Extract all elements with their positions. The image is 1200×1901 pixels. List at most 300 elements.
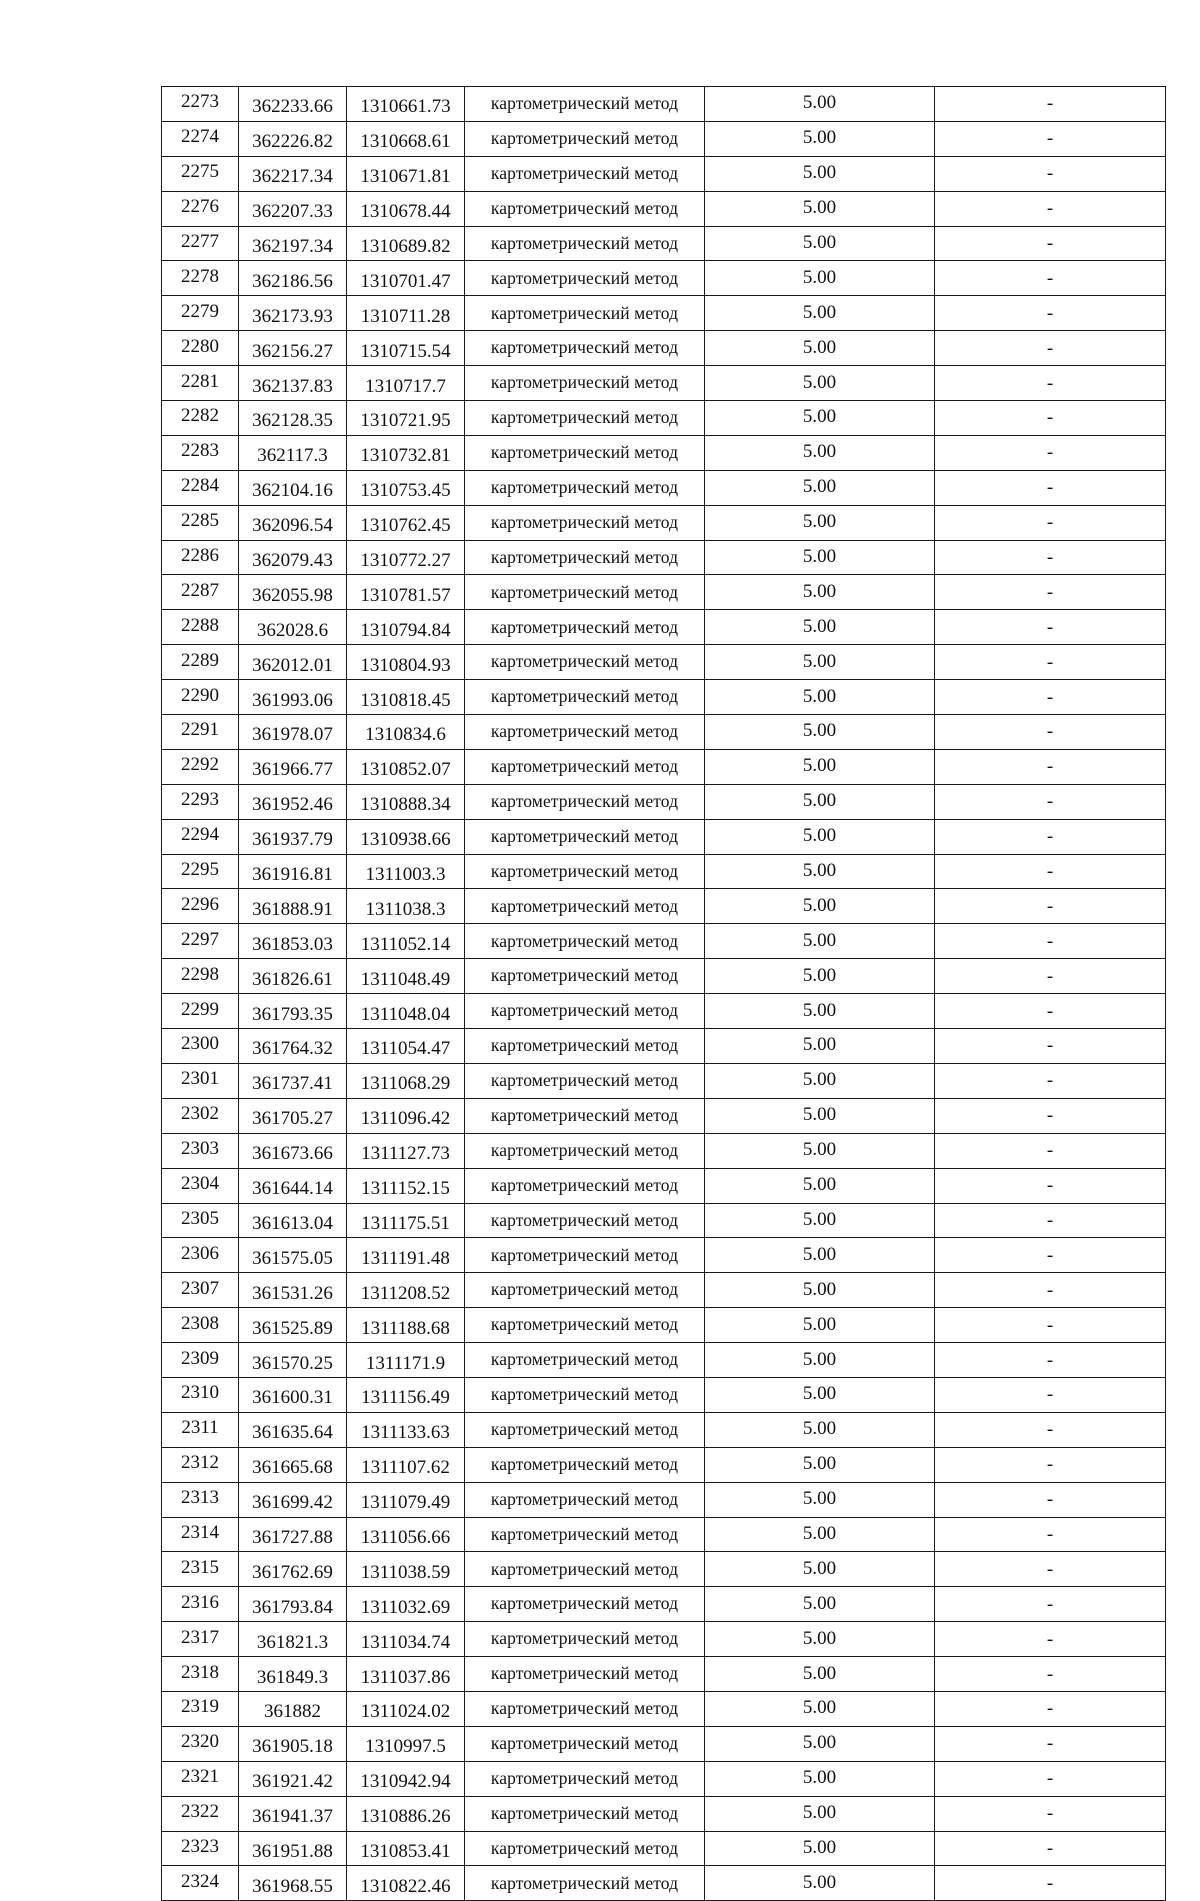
x-coordinate-cell: 361968.55 bbox=[239, 1866, 347, 1901]
point-number-cell: 2301 bbox=[162, 1063, 239, 1098]
table-row bbox=[162, 87, 1166, 122]
point-number-cell: 2279 bbox=[162, 296, 239, 331]
x-coordinate-cell: 362012.01 bbox=[239, 645, 347, 680]
y-coordinate-cell: 1310753.45 bbox=[347, 470, 465, 505]
method-cell: картометрический метод bbox=[465, 1482, 705, 1517]
point-number-cell: 2317 bbox=[162, 1622, 239, 1657]
point-number-cell: 2314 bbox=[162, 1517, 239, 1552]
y-coordinate-cell: 1311068.29 bbox=[347, 1063, 465, 1098]
y-coordinate-cell: 1311056.66 bbox=[347, 1517, 465, 1552]
y-coordinate-cell: 1310701.47 bbox=[347, 261, 465, 296]
note-cell: - bbox=[935, 889, 1166, 924]
note-cell: - bbox=[935, 1238, 1166, 1273]
y-coordinate-cell: 1310678.44 bbox=[347, 191, 465, 226]
method-cell: картометрический метод bbox=[465, 1761, 705, 1796]
accuracy-cell: 5.00 bbox=[705, 366, 935, 401]
method-cell: картометрический метод bbox=[465, 435, 705, 470]
accuracy-cell: 5.00 bbox=[705, 889, 935, 924]
y-coordinate-cell: 1311034.74 bbox=[347, 1622, 465, 1657]
method-cell: картометрический метод bbox=[465, 1377, 705, 1412]
point-number-cell: 2310 bbox=[162, 1377, 239, 1412]
y-coordinate-cell: 1310794.84 bbox=[347, 610, 465, 645]
accuracy-cell: 5.00 bbox=[705, 1761, 935, 1796]
table-row bbox=[162, 1029, 1166, 1064]
y-coordinate-cell: 1310715.54 bbox=[347, 331, 465, 366]
note-cell: - bbox=[935, 1029, 1166, 1064]
point-number-cell: 2309 bbox=[162, 1343, 239, 1378]
y-coordinate-cell: 1310668.61 bbox=[347, 121, 465, 156]
x-coordinate-cell: 361673.66 bbox=[239, 1133, 347, 1168]
accuracy-cell: 5.00 bbox=[705, 470, 935, 505]
table-row bbox=[162, 191, 1166, 226]
table-row bbox=[162, 994, 1166, 1029]
accuracy-cell: 5.00 bbox=[705, 854, 935, 889]
point-number-cell: 2313 bbox=[162, 1482, 239, 1517]
method-cell: картометрический метод bbox=[465, 1831, 705, 1866]
accuracy-cell: 5.00 bbox=[705, 1552, 935, 1587]
x-coordinate-cell: 361916.81 bbox=[239, 854, 347, 889]
note-cell: - bbox=[935, 1133, 1166, 1168]
coordinates-table bbox=[161, 86, 1166, 1901]
method-cell: картометрический метод bbox=[465, 121, 705, 156]
table-row bbox=[162, 366, 1166, 401]
note-cell: - bbox=[935, 994, 1166, 1029]
point-number-cell: 2311 bbox=[162, 1412, 239, 1447]
y-coordinate-cell: 1310711.28 bbox=[347, 296, 465, 331]
note-cell: - bbox=[935, 1761, 1166, 1796]
note-cell: - bbox=[935, 1063, 1166, 1098]
note-cell: - bbox=[935, 1691, 1166, 1726]
x-coordinate-cell: 361531.26 bbox=[239, 1273, 347, 1308]
note-cell: - bbox=[935, 121, 1166, 156]
y-coordinate-cell: 1310781.57 bbox=[347, 575, 465, 610]
point-number-cell: 2321 bbox=[162, 1761, 239, 1796]
accuracy-cell: 5.00 bbox=[705, 784, 935, 819]
accuracy-cell: 5.00 bbox=[705, 575, 935, 610]
table-row bbox=[162, 1831, 1166, 1866]
y-coordinate-cell: 1310671.81 bbox=[347, 156, 465, 191]
note-cell: - bbox=[935, 610, 1166, 645]
table-row bbox=[162, 1343, 1166, 1378]
point-number-cell: 2308 bbox=[162, 1308, 239, 1343]
note-cell: - bbox=[935, 1517, 1166, 1552]
x-coordinate-cell: 362173.93 bbox=[239, 296, 347, 331]
point-number-cell: 2274 bbox=[162, 121, 239, 156]
x-coordinate-cell: 361575.05 bbox=[239, 1238, 347, 1273]
method-cell: картометрический метод bbox=[465, 854, 705, 889]
note-cell: - bbox=[935, 1098, 1166, 1133]
method-cell: картометрический метод bbox=[465, 959, 705, 994]
note-cell: - bbox=[935, 470, 1166, 505]
accuracy-cell: 5.00 bbox=[705, 1063, 935, 1098]
accuracy-cell: 5.00 bbox=[705, 156, 935, 191]
method-cell: картометрический метод bbox=[465, 1029, 705, 1064]
note-cell: - bbox=[935, 191, 1166, 226]
note-cell: - bbox=[935, 331, 1166, 366]
x-coordinate-cell: 362117.3 bbox=[239, 435, 347, 470]
accuracy-cell: 5.00 bbox=[705, 1726, 935, 1761]
y-coordinate-cell: 1311127.73 bbox=[347, 1133, 465, 1168]
y-coordinate-cell: 1311191.48 bbox=[347, 1238, 465, 1273]
method-cell: картометрический метод bbox=[465, 540, 705, 575]
table-row bbox=[162, 819, 1166, 854]
method-cell: картометрический метод bbox=[465, 1203, 705, 1238]
y-coordinate-cell: 1310942.94 bbox=[347, 1761, 465, 1796]
method-cell: картометрический метод bbox=[465, 1168, 705, 1203]
table-row bbox=[162, 1517, 1166, 1552]
x-coordinate-cell: 362128.35 bbox=[239, 401, 347, 436]
y-coordinate-cell: 1310804.93 bbox=[347, 645, 465, 680]
point-number-cell: 2312 bbox=[162, 1447, 239, 1482]
note-cell: - bbox=[935, 1343, 1166, 1378]
method-cell: картометрический метод bbox=[465, 1238, 705, 1273]
point-number-cell: 2298 bbox=[162, 959, 239, 994]
accuracy-cell: 5.00 bbox=[705, 1377, 935, 1412]
method-cell: картометрический метод bbox=[465, 1412, 705, 1447]
x-coordinate-cell: 361882 bbox=[239, 1691, 347, 1726]
point-number-cell: 2294 bbox=[162, 819, 239, 854]
accuracy-cell: 5.00 bbox=[705, 645, 935, 680]
y-coordinate-cell: 1310661.73 bbox=[347, 87, 465, 122]
y-coordinate-cell: 1311133.63 bbox=[347, 1412, 465, 1447]
y-coordinate-cell: 1310834.6 bbox=[347, 715, 465, 750]
method-cell: картометрический метод bbox=[465, 156, 705, 191]
accuracy-cell: 5.00 bbox=[705, 540, 935, 575]
method-cell: картометрический метод bbox=[465, 994, 705, 1029]
accuracy-cell: 5.00 bbox=[705, 505, 935, 540]
point-number-cell: 2323 bbox=[162, 1831, 239, 1866]
y-coordinate-cell: 1311003.3 bbox=[347, 854, 465, 889]
note-cell: - bbox=[935, 1447, 1166, 1482]
accuracy-cell: 5.00 bbox=[705, 226, 935, 261]
x-coordinate-cell: 361921.42 bbox=[239, 1761, 347, 1796]
method-cell: картометрический метод bbox=[465, 819, 705, 854]
point-number-cell: 2289 bbox=[162, 645, 239, 680]
note-cell: - bbox=[935, 1831, 1166, 1866]
x-coordinate-cell: 361951.88 bbox=[239, 1831, 347, 1866]
method-cell: картометрический метод bbox=[465, 331, 705, 366]
accuracy-cell: 5.00 bbox=[705, 1831, 935, 1866]
x-coordinate-cell: 361764.32 bbox=[239, 1029, 347, 1064]
method-cell: картометрический метод bbox=[465, 1273, 705, 1308]
table-row bbox=[162, 121, 1166, 156]
method-cell: картометрический метод bbox=[465, 1726, 705, 1761]
method-cell: картометрический метод bbox=[465, 784, 705, 819]
point-number-cell: 2304 bbox=[162, 1168, 239, 1203]
y-coordinate-cell: 1310997.5 bbox=[347, 1726, 465, 1761]
point-number-cell: 2297 bbox=[162, 924, 239, 959]
accuracy-cell: 5.00 bbox=[705, 296, 935, 331]
y-coordinate-cell: 1311188.68 bbox=[347, 1308, 465, 1343]
table-row bbox=[162, 1552, 1166, 1587]
note-cell: - bbox=[935, 87, 1166, 122]
note-cell: - bbox=[935, 575, 1166, 610]
point-number-cell: 2273 bbox=[162, 87, 239, 122]
table-row bbox=[162, 505, 1166, 540]
table-row bbox=[162, 680, 1166, 715]
table-row bbox=[162, 610, 1166, 645]
table-row bbox=[162, 1168, 1166, 1203]
x-coordinate-cell: 361525.89 bbox=[239, 1308, 347, 1343]
method-cell: картометрический метод bbox=[465, 191, 705, 226]
point-number-cell: 2320 bbox=[162, 1726, 239, 1761]
x-coordinate-cell: 362226.82 bbox=[239, 121, 347, 156]
y-coordinate-cell: 1311175.51 bbox=[347, 1203, 465, 1238]
table-row bbox=[162, 1412, 1166, 1447]
table-row bbox=[162, 1482, 1166, 1517]
accuracy-cell: 5.00 bbox=[705, 1238, 935, 1273]
accuracy-cell: 5.00 bbox=[705, 959, 935, 994]
note-cell: - bbox=[935, 924, 1166, 959]
x-coordinate-cell: 362186.56 bbox=[239, 261, 347, 296]
method-cell: картометрический метод bbox=[465, 645, 705, 680]
x-coordinate-cell: 361699.42 bbox=[239, 1482, 347, 1517]
table-row bbox=[162, 435, 1166, 470]
x-coordinate-cell: 361853.03 bbox=[239, 924, 347, 959]
method-cell: картометрический метод bbox=[465, 1587, 705, 1622]
table-row bbox=[162, 889, 1166, 924]
x-coordinate-cell: 361821.3 bbox=[239, 1622, 347, 1657]
note-cell: - bbox=[935, 1273, 1166, 1308]
point-number-cell: 2306 bbox=[162, 1238, 239, 1273]
x-coordinate-cell: 362079.43 bbox=[239, 540, 347, 575]
method-cell: картометрический метод bbox=[465, 1657, 705, 1692]
accuracy-cell: 5.00 bbox=[705, 924, 935, 959]
x-coordinate-cell: 361793.35 bbox=[239, 994, 347, 1029]
note-cell: - bbox=[935, 156, 1166, 191]
y-coordinate-cell: 1311096.42 bbox=[347, 1098, 465, 1133]
table-row bbox=[162, 1273, 1166, 1308]
y-coordinate-cell: 1310888.34 bbox=[347, 784, 465, 819]
y-coordinate-cell: 1311107.62 bbox=[347, 1447, 465, 1482]
method-cell: картометрический метод bbox=[465, 1622, 705, 1657]
note-cell: - bbox=[935, 645, 1166, 680]
accuracy-cell: 5.00 bbox=[705, 819, 935, 854]
point-number-cell: 2277 bbox=[162, 226, 239, 261]
table-row bbox=[162, 1203, 1166, 1238]
accuracy-cell: 5.00 bbox=[705, 1587, 935, 1622]
method-cell: картометрический метод bbox=[465, 505, 705, 540]
x-coordinate-cell: 361793.84 bbox=[239, 1587, 347, 1622]
table-body bbox=[162, 87, 1166, 1901]
method-cell: картометрический метод bbox=[465, 226, 705, 261]
accuracy-cell: 5.00 bbox=[705, 1203, 935, 1238]
note-cell: - bbox=[935, 680, 1166, 715]
note-cell: - bbox=[935, 1866, 1166, 1901]
point-number-cell: 2284 bbox=[162, 470, 239, 505]
table-row bbox=[162, 749, 1166, 784]
y-coordinate-cell: 1311038.59 bbox=[347, 1552, 465, 1587]
y-coordinate-cell: 1311024.02 bbox=[347, 1691, 465, 1726]
x-coordinate-cell: 361952.46 bbox=[239, 784, 347, 819]
method-cell: картометрический метод bbox=[465, 889, 705, 924]
accuracy-cell: 5.00 bbox=[705, 1273, 935, 1308]
note-cell: - bbox=[935, 1482, 1166, 1517]
table-row bbox=[162, 1447, 1166, 1482]
table-row bbox=[162, 1308, 1166, 1343]
x-coordinate-cell: 362156.27 bbox=[239, 331, 347, 366]
note-cell: - bbox=[935, 296, 1166, 331]
method-cell: картометрический метод bbox=[465, 87, 705, 122]
note-cell: - bbox=[935, 261, 1166, 296]
y-coordinate-cell: 1310732.81 bbox=[347, 435, 465, 470]
table-row bbox=[162, 715, 1166, 750]
accuracy-cell: 5.00 bbox=[705, 1412, 935, 1447]
table-row bbox=[162, 156, 1166, 191]
point-number-cell: 2302 bbox=[162, 1098, 239, 1133]
point-number-cell: 2307 bbox=[162, 1273, 239, 1308]
method-cell: картометрический метод bbox=[465, 1447, 705, 1482]
method-cell: картометрический метод bbox=[465, 296, 705, 331]
table-row bbox=[162, 540, 1166, 575]
note-cell: - bbox=[935, 435, 1166, 470]
x-coordinate-cell: 361966.77 bbox=[239, 749, 347, 784]
note-cell: - bbox=[935, 749, 1166, 784]
note-cell: - bbox=[935, 1412, 1166, 1447]
note-cell: - bbox=[935, 1377, 1166, 1412]
method-cell: картометрический метод bbox=[465, 1517, 705, 1552]
y-coordinate-cell: 1310689.82 bbox=[347, 226, 465, 261]
x-coordinate-cell: 362096.54 bbox=[239, 505, 347, 540]
x-coordinate-cell: 361613.04 bbox=[239, 1203, 347, 1238]
point-number-cell: 2283 bbox=[162, 435, 239, 470]
note-cell: - bbox=[935, 366, 1166, 401]
accuracy-cell: 5.00 bbox=[705, 401, 935, 436]
table-row bbox=[162, 854, 1166, 889]
method-cell: картометрический метод bbox=[465, 261, 705, 296]
method-cell: картометрический метод bbox=[465, 1308, 705, 1343]
table-row bbox=[162, 645, 1166, 680]
point-number-cell: 2295 bbox=[162, 854, 239, 889]
method-cell: картометрический метод bbox=[465, 1343, 705, 1378]
point-number-cell: 2280 bbox=[162, 331, 239, 366]
x-coordinate-cell: 361849.3 bbox=[239, 1657, 347, 1692]
accuracy-cell: 5.00 bbox=[705, 1133, 935, 1168]
accuracy-cell: 5.00 bbox=[705, 1098, 935, 1133]
method-cell: картометрический метод bbox=[465, 575, 705, 610]
y-coordinate-cell: 1310717.7 bbox=[347, 366, 465, 401]
x-coordinate-cell: 361978.07 bbox=[239, 715, 347, 750]
method-cell: картометрический метод bbox=[465, 610, 705, 645]
point-number-cell: 2319 bbox=[162, 1691, 239, 1726]
table-row bbox=[162, 1866, 1166, 1901]
note-cell: - bbox=[935, 1168, 1166, 1203]
x-coordinate-cell: 362137.83 bbox=[239, 366, 347, 401]
method-cell: картометрический метод bbox=[465, 1691, 705, 1726]
y-coordinate-cell: 1311208.52 bbox=[347, 1273, 465, 1308]
method-cell: картометрический метод bbox=[465, 680, 705, 715]
point-number-cell: 2290 bbox=[162, 680, 239, 715]
accuracy-cell: 5.00 bbox=[705, 1447, 935, 1482]
x-coordinate-cell: 361941.37 bbox=[239, 1796, 347, 1831]
x-coordinate-cell: 361905.18 bbox=[239, 1726, 347, 1761]
note-cell: - bbox=[935, 1622, 1166, 1657]
y-coordinate-cell: 1310822.46 bbox=[347, 1866, 465, 1901]
x-coordinate-cell: 361937.79 bbox=[239, 819, 347, 854]
table-row bbox=[162, 1377, 1166, 1412]
x-coordinate-cell: 361888.91 bbox=[239, 889, 347, 924]
accuracy-cell: 5.00 bbox=[705, 1517, 935, 1552]
accuracy-cell: 5.00 bbox=[705, 1029, 935, 1064]
table-row bbox=[162, 1726, 1166, 1761]
table-row bbox=[162, 1587, 1166, 1622]
note-cell: - bbox=[935, 226, 1166, 261]
y-coordinate-cell: 1311032.69 bbox=[347, 1587, 465, 1622]
point-number-cell: 2286 bbox=[162, 540, 239, 575]
x-coordinate-cell: 361727.88 bbox=[239, 1517, 347, 1552]
table-row bbox=[162, 1063, 1166, 1098]
note-cell: - bbox=[935, 1726, 1166, 1761]
x-coordinate-cell: 362233.66 bbox=[239, 87, 347, 122]
point-number-cell: 2288 bbox=[162, 610, 239, 645]
method-cell: картометрический метод bbox=[465, 1866, 705, 1901]
y-coordinate-cell: 1311048.49 bbox=[347, 959, 465, 994]
point-number-cell: 2287 bbox=[162, 575, 239, 610]
table-row bbox=[162, 1133, 1166, 1168]
x-coordinate-cell: 362207.33 bbox=[239, 191, 347, 226]
y-coordinate-cell: 1311079.49 bbox=[347, 1482, 465, 1517]
point-number-cell: 2322 bbox=[162, 1796, 239, 1831]
accuracy-cell: 5.00 bbox=[705, 1866, 935, 1901]
accuracy-cell: 5.00 bbox=[705, 715, 935, 750]
method-cell: картометрический метод bbox=[465, 401, 705, 436]
table-row bbox=[162, 1761, 1166, 1796]
note-cell: - bbox=[935, 854, 1166, 889]
x-coordinate-cell: 362217.34 bbox=[239, 156, 347, 191]
note-cell: - bbox=[935, 1308, 1166, 1343]
accuracy-cell: 5.00 bbox=[705, 121, 935, 156]
accuracy-cell: 5.00 bbox=[705, 680, 935, 715]
x-coordinate-cell: 361570.25 bbox=[239, 1343, 347, 1378]
accuracy-cell: 5.00 bbox=[705, 435, 935, 470]
point-number-cell: 2276 bbox=[162, 191, 239, 226]
accuracy-cell: 5.00 bbox=[705, 331, 935, 366]
method-cell: картометрический метод bbox=[465, 1063, 705, 1098]
y-coordinate-cell: 1311037.86 bbox=[347, 1657, 465, 1692]
y-coordinate-cell: 1311156.49 bbox=[347, 1377, 465, 1412]
note-cell: - bbox=[935, 715, 1166, 750]
x-coordinate-cell: 361826.61 bbox=[239, 959, 347, 994]
x-coordinate-cell: 361635.64 bbox=[239, 1412, 347, 1447]
table-row bbox=[162, 1691, 1166, 1726]
y-coordinate-cell: 1311152.15 bbox=[347, 1168, 465, 1203]
point-number-cell: 2300 bbox=[162, 1029, 239, 1064]
note-cell: - bbox=[935, 1657, 1166, 1692]
table-row bbox=[162, 1622, 1166, 1657]
y-coordinate-cell: 1310852.07 bbox=[347, 749, 465, 784]
accuracy-cell: 5.00 bbox=[705, 1622, 935, 1657]
point-number-cell: 2315 bbox=[162, 1552, 239, 1587]
point-number-cell: 2282 bbox=[162, 401, 239, 436]
table-row bbox=[162, 1657, 1166, 1692]
note-cell: - bbox=[935, 1203, 1166, 1238]
method-cell: картометрический метод bbox=[465, 366, 705, 401]
y-coordinate-cell: 1310886.26 bbox=[347, 1796, 465, 1831]
table-row bbox=[162, 226, 1166, 261]
table-row bbox=[162, 470, 1166, 505]
x-coordinate-cell: 362028.6 bbox=[239, 610, 347, 645]
y-coordinate-cell: 1311054.47 bbox=[347, 1029, 465, 1064]
method-cell: картометрический метод bbox=[465, 1133, 705, 1168]
accuracy-cell: 5.00 bbox=[705, 1308, 935, 1343]
table-row bbox=[162, 1238, 1166, 1273]
y-coordinate-cell: 1311038.3 bbox=[347, 889, 465, 924]
accuracy-cell: 5.00 bbox=[705, 994, 935, 1029]
table-row bbox=[162, 331, 1166, 366]
y-coordinate-cell: 1311171.9 bbox=[347, 1343, 465, 1378]
x-coordinate-cell: 361705.27 bbox=[239, 1098, 347, 1133]
note-cell: - bbox=[935, 819, 1166, 854]
